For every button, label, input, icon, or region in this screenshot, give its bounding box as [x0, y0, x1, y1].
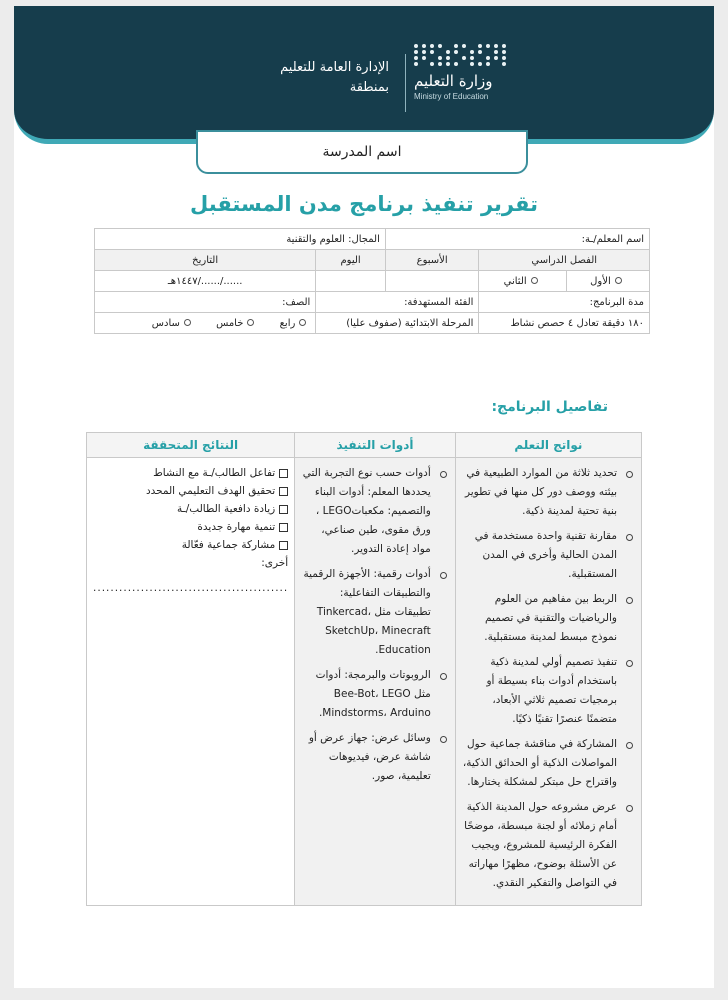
logo-dot — [422, 44, 426, 48]
logo-dot — [414, 44, 418, 48]
grade-option-label: رابع — [279, 317, 296, 329]
semester-second-label: الثاني — [503, 275, 527, 287]
logo-dot — [494, 56, 498, 60]
result-label: تحقيق الهدف التعليمي المحدد — [145, 485, 276, 497]
department-name — [249, 58, 389, 98]
week-value — [385, 271, 479, 292]
logo-dot — [430, 44, 434, 48]
radio-icon — [299, 319, 306, 326]
grade-option-label: خامس — [216, 317, 244, 329]
result-item[interactable] — [93, 464, 288, 482]
result-label: مشاركة جماعية فعّالة — [181, 539, 276, 551]
semester-option-first[interactable] — [566, 271, 649, 292]
logo-dot — [462, 56, 466, 60]
day-value — [316, 271, 386, 292]
others-label: أخرى: — [261, 557, 289, 569]
others-line[interactable]: ............................................. — [93, 582, 289, 594]
logo-dot — [502, 50, 506, 54]
grade-label: الصف: — [95, 292, 316, 313]
target-value: المرحلة الابتدائية (صفوف عليا) — [316, 313, 479, 334]
logo-dot — [486, 62, 490, 66]
logo-dot — [446, 62, 450, 66]
header-divider — [405, 54, 406, 112]
tool-item: أدوات حسب نوع التجربة التي يحددها المعلم: أدوات البناء والتصميم: مكعباتLEGO ، ورق مقوى، طين صناعي، مواد إعادة التدوير. — [301, 464, 449, 559]
date-value: ....../....../١٤٤٧هـ — [95, 271, 316, 292]
logo-dot — [478, 62, 482, 66]
checkbox-icon — [279, 541, 288, 550]
week-header: الأسبوع — [385, 250, 479, 271]
logo-dot — [438, 44, 442, 48]
semester-first-label: الأول — [590, 275, 611, 287]
logo-dot — [446, 56, 450, 60]
date-header: التاريخ — [95, 250, 316, 271]
logo-dot — [438, 62, 442, 66]
logo-dot — [438, 56, 442, 60]
logo-dot — [502, 62, 506, 66]
grade-option-label: سادس — [151, 317, 180, 329]
logo-dot — [454, 44, 458, 48]
logo-dot — [478, 44, 482, 48]
logo-dot — [478, 50, 482, 54]
semester-option-second[interactable] — [479, 271, 566, 292]
logo-dot — [486, 56, 490, 60]
results-header: النتائج المتحققة — [87, 433, 295, 458]
semester-header: الفصل الدراسي — [479, 250, 650, 271]
logo-dot — [494, 50, 498, 54]
radio-icon — [615, 277, 622, 284]
radio-icon — [247, 319, 254, 326]
result-label: تنمية مهارة جديدة — [197, 521, 276, 533]
logo-dot — [414, 62, 418, 66]
logo-arabic-text: وزارة التعليم — [414, 72, 493, 90]
logo-dot — [486, 44, 490, 48]
outcome-item: المشاركة في مناقشة جماعية حول المواصلات الذكية أو الحدائق الذكية، واقتراح حل مبتكر لمشكلة يختارها. — [462, 735, 635, 792]
field-cell: المجال: العلوم والتقنية — [95, 229, 386, 250]
ministry-logo — [414, 44, 514, 124]
result-item[interactable] — [93, 500, 288, 518]
logo-dot-pattern-icon — [414, 44, 514, 66]
grade-option-6[interactable] — [152, 318, 195, 329]
results-cell — [87, 458, 295, 906]
radio-icon — [531, 277, 538, 284]
grade-option-5[interactable] — [216, 318, 258, 329]
logo-dot — [430, 50, 434, 54]
outcome-item: تحديد ثلاثة من الموارد الطبيعية في بيئته ووصف دور كل منها في تطوير بنية تحتية لمدينة ذكية. — [462, 464, 635, 521]
checkbox-icon — [279, 523, 288, 532]
tools-header: أدوات التنفيذ — [295, 433, 456, 458]
outcome-item: مقارنة تقنية واحدة مستخدمة في المدن الحالية وأخرى في المدن المستقبلية. — [462, 527, 635, 584]
logo-dot — [430, 62, 434, 66]
logo-dot — [470, 56, 474, 60]
details-table — [86, 432, 642, 906]
logo-dot — [414, 50, 418, 54]
details-heading: تفاصيل البرنامج: — [491, 399, 608, 415]
logo-dot — [470, 62, 474, 66]
outcome-item: عرض مشروعه حول المدينة الذكية أمام زملائه أو لجنة مبسطة، موضحًا الفكرة الرئيسية للمشروع، ويجيب عن الأسئلة بوضوح، مظهرًا مهاراته في التواصل والتفكير النقدي. — [462, 798, 635, 893]
grade-option-4[interactable] — [280, 318, 311, 329]
duration-label: مدة البرنامج: — [479, 292, 650, 313]
checkbox-icon — [279, 505, 288, 514]
logo-dot — [470, 50, 474, 54]
logo-dot — [494, 44, 498, 48]
result-item[interactable] — [93, 482, 288, 500]
teacher-name-cell: اسم المعلم/ـة: — [385, 229, 649, 250]
result-label: تفاعل الطالب/ـة مع النشاط — [153, 467, 276, 479]
tools-cell — [295, 458, 456, 906]
checkbox-icon — [279, 487, 288, 496]
logo-dot — [414, 56, 418, 60]
result-item[interactable] — [93, 518, 288, 536]
target-label: الفئة المستهدفة: — [316, 292, 479, 313]
tool-item: الروبوتات والبرمجة: أدوات مثل Bee-Bot، LEGO Mindstorms، Arduino. — [301, 666, 449, 723]
grade-options — [95, 313, 316, 334]
checkbox-icon — [279, 469, 288, 478]
page-title: تقرير تنفيذ برنامج مدن المستقبل — [190, 192, 538, 216]
tool-item: وسائل عرض: جهاز عرض أو شاشة عرض، فيديوهات تعليمية، صور. — [301, 729, 449, 786]
logo-dot — [422, 56, 426, 60]
duration-value: ١٨٠ دقيقة تعادل ٤ حصص نشاط — [479, 313, 650, 334]
school-name-field: اسم المدرسة — [196, 130, 528, 174]
logo-dot — [502, 56, 506, 60]
outcomes-header: نواتج التعلم — [455, 433, 641, 458]
info-table — [94, 228, 650, 334]
outcome-item: الربط بين مفاهيم من العلوم والرياضيات والتقنية في تصميم نموذج مبسط لمدينة مستقبلية. — [462, 590, 635, 647]
department-line-2: بمنطقة — [349, 80, 389, 95]
logo-dot — [446, 50, 450, 54]
outcomes-cell — [455, 458, 641, 906]
radio-icon — [184, 319, 191, 326]
result-item[interactable] — [93, 536, 288, 554]
header-band — [14, 6, 714, 144]
outcome-item: تنفيذ تصميم أولي لمدينة ذكية باستخدام أدوات بناء بسيطة أو برمجيات تصميم ثلاثي الأبعاد، متضمنًا عنصرًا تقنيًا ذكيًا. — [462, 653, 635, 729]
department-line-1: الإدارة العامة للتعليم — [280, 60, 389, 75]
result-label: زيادة دافعية الطالب/ـة — [177, 503, 276, 515]
logo-dot — [454, 50, 458, 54]
logo-dot — [502, 44, 506, 48]
logo-english-text: Ministry of Education — [414, 92, 489, 101]
logo-dot — [422, 50, 426, 54]
logo-dot — [454, 62, 458, 66]
logo-dot — [462, 44, 466, 48]
day-header: اليوم — [316, 250, 386, 271]
tool-item: أدوات رقمية: الأجهزة الرقمية والتطبيقات التفاعلية: تطبيقات مثل Tinkercad، SketchUp، Minecraft Education. — [301, 565, 449, 660]
report-page — [14, 6, 714, 988]
